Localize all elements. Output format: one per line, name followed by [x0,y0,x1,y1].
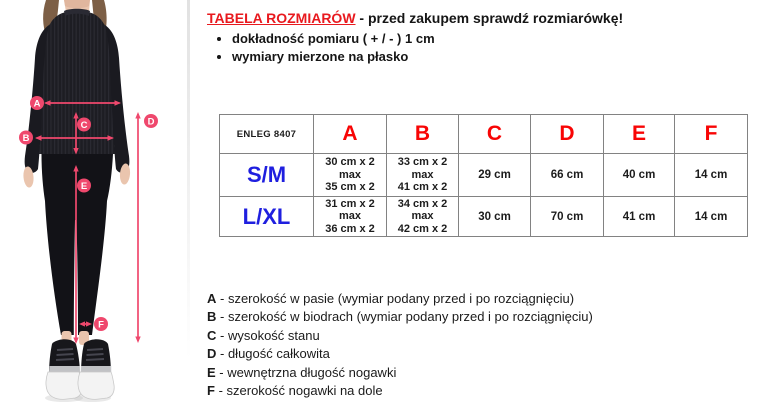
legend-item-e [207,364,593,382]
cell-lxl-b [387,197,459,237]
legend-letter: D [207,346,217,362]
marker-c-label: C [80,119,88,131]
legend-text: wysokość stanu [227,327,320,343]
legend-item-a [207,290,593,308]
cell-line: max [411,210,434,223]
cell-line: max [338,168,362,181]
cell-sm-d: 66 cm [531,154,604,197]
cell-sm-c: 29 cm [459,154,531,197]
cell-line: 41 cm x 2 [397,181,448,194]
legend-item-c [207,327,593,345]
measurement-legend [207,290,593,400]
cell-lxl-c: 30 cm [459,197,531,237]
legend-separator: - [214,383,227,399]
page-title [207,9,623,28]
legend-text: szerokość w biodrach (wymiar podany przed i po rozciągnięciu) [227,309,593,325]
cell-sm-f: 14 cm [675,154,748,197]
sneaker-left-sole [46,372,82,399]
note-item: • wymiary mierzone na płasko [232,48,435,66]
sneaker-right [78,339,114,399]
cell-sm-e: 40 cm [604,154,675,197]
legend-item-f [207,382,593,400]
legend-item-d [207,345,593,363]
note-item: • dokładność pomiaru ( + / - ) 1 cm [232,30,435,48]
sweater-torso [39,12,115,154]
column-header-e: E [604,115,675,154]
size-table [219,114,748,237]
legend-text: szerokość nogawki na dole [226,383,383,399]
legend-text: wewnętrzna długość nogawki [227,364,397,380]
marker-e-label: E [80,180,88,192]
size-row-label-lxl: L/XL [220,197,314,237]
legend-letter: C [207,327,217,343]
cell-lxl-f: 14 cm [675,197,748,237]
cell-lxl-a [314,197,387,237]
marker-b-label: B [22,132,30,144]
title-suffix: - przed zakupem sprawdź rozmiarówkę! [355,10,624,26]
backdrop-edge [187,0,190,360]
marker-f-label: F [98,319,104,331]
legend-separator: - [216,291,228,306]
legend-separator: - [215,364,228,380]
legend-letter: A [207,291,217,306]
product-code: ENLEG 8407 [220,115,314,154]
table-header-row [220,115,748,154]
notes-list [207,30,435,65]
measure-arrow-d [135,112,140,343]
sneaker-right-trim [81,366,112,372]
leggings [42,154,114,335]
legend-text: szerokość w pasie (wymiar podany przed i po rozciągnięciu) [227,291,575,306]
column-header-b: B [387,115,459,154]
legend-separator: - [216,327,228,343]
legend-separator: - [216,309,228,325]
column-header-f: F [675,115,748,154]
legend-separator: - [216,346,228,362]
cell-line: 31 cm x 2 [325,197,375,210]
cell-lxl-e: 41 cm [604,197,675,237]
sneaker-right-sole [78,372,114,399]
column-header-a: A [314,115,387,154]
legend-text: długość całkowita [227,346,330,362]
column-header-c: C [459,115,531,154]
marker-a-label: A [33,98,41,110]
table-row-sm [220,154,748,197]
legend-letter: E [207,364,216,380]
legend-letter: F [207,383,215,399]
model-photo [0,0,200,413]
cell-line: 30 cm x 2 [325,156,375,169]
legend-letter: B [207,309,217,325]
cell-sm-b [387,154,459,197]
neck-shadow [64,0,90,8]
cell-lxl-d: 70 cm [531,197,604,237]
legend-item-b [207,308,593,326]
cell-line: 36 cm x 2 [325,222,375,235]
cell-line: 42 cm x 2 [397,222,448,235]
cell-line: 33 cm x 2 [397,156,448,169]
cell-sm-a [314,154,387,197]
size-row-label-sm: S/M [220,154,314,197]
cell-line: max [338,210,362,223]
column-header-d: D [531,115,604,154]
sneaker-left [46,339,82,399]
cell-line: 35 cm x 2 [325,181,375,194]
cell-line: 34 cm x 2 [397,197,448,210]
cell-line: max [411,168,434,181]
table-row-lxl [220,197,748,237]
sneaker-left-trim [49,366,80,372]
title-accent: TABELA ROZMIARÓW [207,10,356,26]
marker-d-label: D [147,116,155,128]
